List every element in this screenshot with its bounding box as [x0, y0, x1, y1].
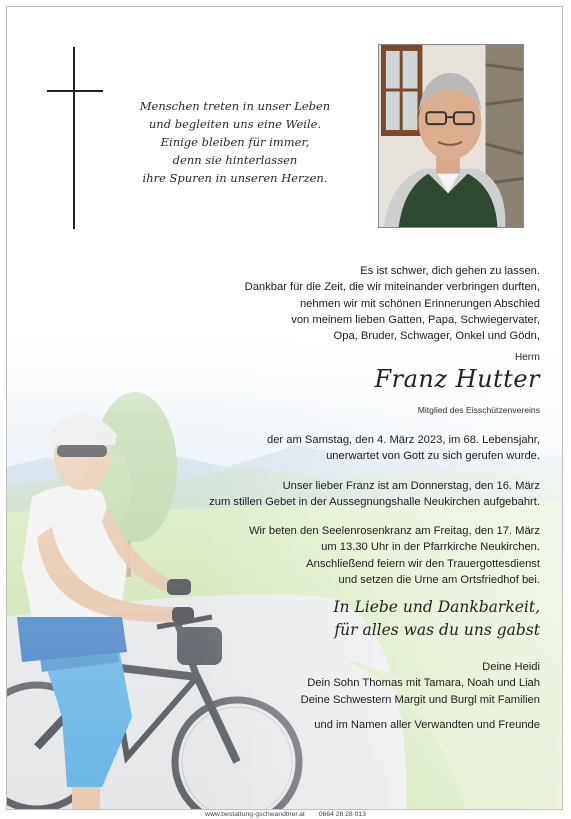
closing-line: und im Namen aller Verwandten und Freunde	[314, 719, 540, 731]
dedication-line: In Liebe und Dankbarkeit,	[333, 598, 540, 616]
footer-website[interactable]: www.bestattung-gschwandtner.at	[205, 811, 305, 818]
service-line: Anschließend feiern wir den Trauergottesdienst	[306, 557, 540, 570]
service-line: Wir beten den Seelenrosenkranz am Freitag, den 17. März	[248, 525, 540, 537]
service-line: um 13.30 Uhr in der Pfarrkirche Neukirchen.	[321, 541, 540, 554]
cross-icon	[47, 47, 103, 229]
intro-text	[245, 263, 540, 344]
dedication	[333, 596, 540, 642]
salutation: Herrn	[514, 352, 540, 363]
memorial-poem	[115, 97, 355, 187]
poem-line: denn sie hinterlassen	[172, 153, 298, 167]
parte-card	[6, 6, 563, 810]
footer-phone: 0664 28 28 013	[318, 811, 366, 818]
deceased-name: Franz Hutter	[374, 365, 540, 393]
poem-line: Menschen treten in unser Leben	[139, 99, 331, 113]
dedication-line: für alles was du uns gabst	[334, 621, 540, 639]
service-line: und setzen die Urne am Ortsfriedhof bei.	[338, 573, 540, 586]
poem-line: und begleiten uns eine Weile.	[148, 117, 322, 131]
viewing-line: zum stillen Gebet in der Aussegnungshalle Neukirchen aufgebahrt.	[209, 496, 540, 509]
membership-note: Mitglied des Eisschützenvereins	[417, 405, 540, 415]
footer	[0, 811, 571, 818]
death-notice-line: unerwartet von Gott zu sich gerufen wurde.	[326, 450, 540, 463]
intro-line: nehmen wir mit schönen Erinnerungen Abschied	[299, 297, 540, 310]
death-notice-line: der am Samstag, den 4. März 2023, im 68. Lebensjahr,	[266, 434, 540, 446]
poem-line: ihre Spuren in unseren Herzen.	[142, 171, 328, 185]
death-notice	[267, 432, 540, 465]
deceased-portrait	[378, 44, 524, 228]
intro-line: Opa, Bruder, Schwager, Onkel und Gödn,	[333, 330, 540, 343]
mourner-line: Dein Sohn Thomas mit Tamara, Noah und Liah	[307, 677, 540, 690]
mourners-list	[301, 659, 540, 708]
mourner-line: Deine Schwestern Margit und Burgl mit Familien	[300, 693, 540, 706]
viewing-line: Unser lieber Franz ist am Donnerstag, den 16. März	[282, 480, 540, 492]
service-notice	[249, 523, 540, 588]
intro-line: von meinem lieben Gatten, Papa, Schwiegervater,	[291, 313, 540, 326]
mourner-line: Deine Heidi	[482, 661, 540, 673]
viewing-notice	[209, 478, 540, 511]
intro-line: Dankbar für die Zeit, die wir miteinander verbringen durften,	[244, 281, 540, 294]
intro-line: Es ist schwer, dich gehen zu lassen.	[360, 265, 540, 277]
poem-line: Einige bleiben für immer,	[160, 135, 310, 149]
